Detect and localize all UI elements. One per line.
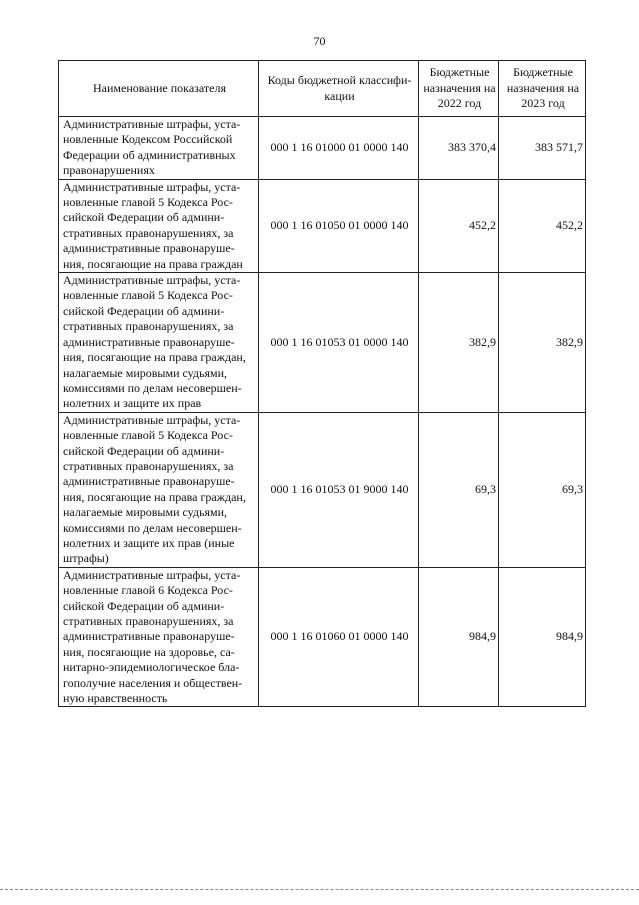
budget-code-cell: 000 1 16 01060 01 0000 140: [259, 567, 419, 707]
indicator-name-line: стративных правонарушениях, за: [63, 319, 234, 334]
indicator-name-line: сийской Федерации об админи-: [63, 598, 225, 613]
budget-table: [58, 60, 586, 707]
indicator-name-cell: [59, 273, 259, 413]
indicator-name-line: гополучие населения и обществен-: [63, 675, 243, 690]
page-number: 70: [313, 34, 326, 48]
indicator-name-cell: [59, 567, 259, 707]
table-row: [59, 117, 586, 180]
indicator-name-line: ную нравственность: [63, 691, 168, 706]
indicator-name-line: сийской Федерации об админи-: [63, 303, 225, 318]
indicator-name-line: ния, посягающие на здоровье, са-: [63, 644, 235, 659]
indicator-name-line: новленные Кодексом Российской: [63, 132, 233, 147]
indicator-name-line: нолетних и защите их прав: [63, 396, 202, 411]
budget-code-cell: 000 1 16 01050 01 0000 140: [259, 179, 419, 272]
indicator-name-cell: [59, 412, 259, 567]
indicator-name-cell: [59, 117, 259, 180]
budget-code-cell: 000 1 16 01000 01 0000 140: [259, 117, 419, 180]
budget-2023-cell: 984,9: [499, 567, 586, 707]
table-row: [59, 567, 586, 707]
indicator-name-line: административные правонаруше-: [63, 474, 235, 489]
indicator-name-line: комиссиями по делам несовершен-: [63, 520, 242, 535]
budget-code-cell: 000 1 16 01053 01 9000 140: [259, 412, 419, 567]
table-header-row: [59, 61, 586, 117]
indicator-name-line: Административные штрафы, уста-: [63, 117, 241, 131]
indicator-name-line: ния, посягающие на права граждан,: [63, 350, 246, 365]
indicator-name-line: нитарно-эпидемиологическое бла-: [63, 660, 240, 675]
budget-code-cell: 000 1 16 01053 01 0000 140: [259, 273, 419, 413]
table-row: [59, 273, 586, 413]
table-body: [59, 117, 586, 707]
indicator-name-line: ния, посягающие на права граждан: [63, 256, 243, 271]
indicator-name-line: новленные главой 5 Кодекса Рос-: [63, 428, 233, 443]
budget-2023-cell: 69,3: [499, 412, 586, 567]
table-row: [59, 179, 586, 272]
indicator-name-line: сийской Федерации об админи-: [63, 210, 225, 225]
header-indicator-name: Наименование показателя: [59, 61, 259, 117]
header-budget-code: Коды бюджетной классифи-кации: [259, 61, 419, 117]
indicator-name-line: Административные штрафы, уста-: [63, 412, 241, 427]
budget-2022-cell: 383 370,4: [419, 117, 499, 180]
indicator-name-line: комиссиями по делам несовершен-: [63, 380, 242, 395]
indicator-name-line: нолетних и защите их прав (иные: [63, 535, 235, 550]
indicator-name-line: правонарушениях: [63, 163, 155, 178]
indicator-name-line: штрафы): [63, 551, 109, 566]
indicator-name-cell: [59, 179, 259, 272]
indicator-name-line: Административные штрафы, уста-: [63, 273, 241, 288]
indicator-name-line: административные правонаруше-: [63, 629, 235, 644]
indicator-name-line: ния, посягающие на права граждан,: [63, 489, 246, 504]
indicator-name-line: новленные главой 6 Кодекса Рос-: [63, 583, 233, 598]
indicator-name-line: налагаемые мировыми судьями,: [63, 365, 228, 380]
header-budget-2022: Бюджетные назначения на 2022 год: [419, 61, 499, 117]
budget-2023-cell: 382,9: [499, 273, 586, 413]
indicator-name-line: сийской Федерации об админи-: [63, 443, 225, 458]
budget-2022-cell: 452,2: [419, 179, 499, 272]
indicator-name-line: Федерации об административных: [63, 147, 236, 162]
page-bottom-edge: [0, 889, 639, 890]
budget-2022-cell: 382,9: [419, 273, 499, 413]
indicator-name-line: новленные главой 5 Кодекса Рос-: [63, 288, 233, 303]
budget-2022-cell: 69,3: [419, 412, 499, 567]
indicator-name-line: стративных правонарушениях, за: [63, 614, 234, 628]
budget-2022-cell: 984,9: [419, 567, 499, 707]
indicator-name-line: административные правонаруше-: [63, 241, 235, 256]
header-budget-2023: Бюджетные назначения на 2023 год: [499, 61, 586, 117]
table-row: [59, 412, 586, 567]
indicator-name-line: налагаемые мировыми судьями,: [63, 505, 228, 520]
budget-2023-cell: 452,2: [499, 179, 586, 272]
indicator-name-line: стративных правонарушениях, за: [63, 225, 234, 240]
indicator-name-line: стративных правонарушениях, за: [63, 458, 234, 473]
indicator-name-line: новленные главой 5 Кодекса Рос-: [63, 195, 233, 210]
indicator-name-line: Административные штрафы, уста-: [63, 567, 241, 582]
budget-2023-cell: 383 571,7: [499, 117, 586, 180]
indicator-name-line: административные правонаруше-: [63, 334, 235, 349]
indicator-name-line: Административные штрафы, уста-: [63, 179, 241, 194]
